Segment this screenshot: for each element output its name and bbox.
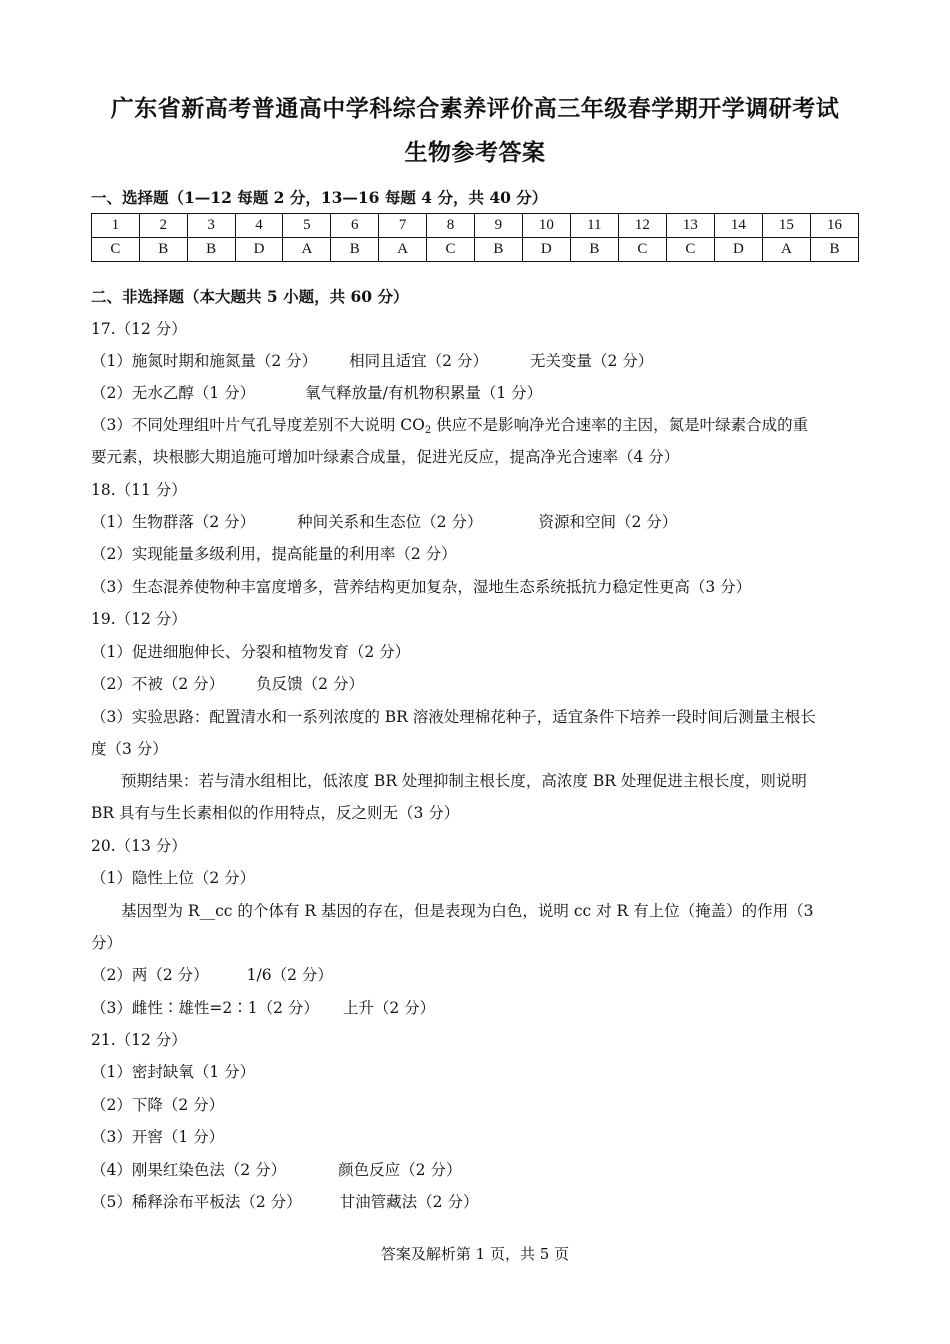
q17-part2 <box>91 381 542 403</box>
q-number: 2 <box>139 214 187 238</box>
q21-part2: （2）下降（2 分） <box>91 1096 225 1114</box>
question-number-row <box>92 214 859 238</box>
q-number: 13 <box>666 214 714 238</box>
q-answer: A <box>762 238 810 262</box>
choice-answer-table <box>91 213 859 262</box>
q21-part4 <box>91 1158 461 1180</box>
q20-part2 <box>91 963 333 985</box>
answer-text: （5）稀释涂布平板法（2 分） <box>91 1193 302 1211</box>
answer-text: 相同且适宜（2 分） <box>349 352 488 370</box>
q-number: 1 <box>92 214 140 238</box>
q-number: 6 <box>331 214 379 238</box>
q-number: 16 <box>810 214 858 238</box>
q21-header: 21.（12 分） <box>91 1031 187 1049</box>
section-one-heading: 一、选择题（1—12 每题 2 分，13—16 每题 4 分，共 40 分） <box>91 188 548 207</box>
q-answer: B <box>474 238 522 262</box>
q-number: 4 <box>235 214 283 238</box>
q19-part1: （1）促进细胞伸长、分裂和植物发育（2 分） <box>91 643 411 661</box>
q20-header: 20.（13 分） <box>91 837 187 855</box>
q17-part1 <box>91 349 653 371</box>
answer-text: （3）雌性∶雄性=2∶1（2 分） <box>91 999 319 1017</box>
answer-text: 甘油管藏法（2 分） <box>339 1193 479 1211</box>
q-number: 10 <box>522 214 570 238</box>
q-answer: B <box>810 238 858 262</box>
answer-text: 1/6（2 分） <box>246 966 333 984</box>
q18-header: 18.（11 分） <box>91 481 187 499</box>
q-answer: C <box>666 238 714 262</box>
section-two-heading: 二、非选择题（本大题共 5 小题，共 60 分） <box>91 287 409 306</box>
q-number: 3 <box>187 214 235 238</box>
q-answer: B <box>331 238 379 262</box>
q19-header: 19.（12 分） <box>91 610 187 628</box>
subject-title: 生物参考答案 <box>404 139 546 166</box>
q-answer: B <box>139 238 187 262</box>
q20-part3 <box>91 996 435 1018</box>
q-answer: C <box>618 238 666 262</box>
q17-header: 17.（12 分） <box>91 320 187 338</box>
answer-text: 负反馈（2 分） <box>256 675 364 693</box>
q-number: 15 <box>762 214 810 238</box>
answer-text: （3）不同处理组叶片气孔导度差别不大说明 <box>91 416 401 434</box>
q-answer: D <box>235 238 283 262</box>
q20-part1: （1）隐性上位（2 分） <box>91 869 256 887</box>
answer-text: 颜色反应（2 分） <box>338 1161 462 1179</box>
q19-part3-line1: （3）实验思路：配置清水和一系列浓度的 BR 溶液处理棉花种子，适宜条件下培养一段时间后测量主根长 <box>91 708 816 726</box>
q19-part3-line2: 度（3 分） <box>91 740 168 758</box>
q-number: 7 <box>379 214 427 238</box>
q-answer: A <box>283 238 331 262</box>
answer-text: （1）生物群落（2 分） <box>91 513 256 531</box>
q-answer: D <box>522 238 570 262</box>
q20-explain-line2: 分） <box>91 934 123 952</box>
q-answer: B <box>570 238 618 262</box>
q-number: 5 <box>283 214 331 238</box>
q-answer: D <box>714 238 762 262</box>
answer-text: （2）不被（2 分） <box>91 675 225 693</box>
q-answer: C <box>92 238 140 262</box>
answer-text: 种间关系和生态位（2 分） <box>297 513 483 531</box>
answer-text: （2）无水乙醇（1 分） <box>91 384 256 402</box>
q-number: 8 <box>427 214 475 238</box>
q17-part3-line1 <box>91 413 808 436</box>
q20-explain-line1: 基因型为 R__cc 的个体有 R 基因的存在，但是表现为白色，说明 cc 对 R 有上位（掩盖）的作用（3 <box>121 902 814 920</box>
answer-row <box>92 238 859 262</box>
q-answer: A <box>379 238 427 262</box>
q19-expected-line1: 预期结果：若与清水组相比，低浓度 BR 处理抑制主根长度，高浓度 BR 处理促进主根长度，则说明 <box>121 772 807 790</box>
q21-part3: （3）开窖（1 分） <box>91 1128 225 1146</box>
exam-title: 广东省新高考普通高中学科综合素养评价高三年级春学期开学调研考试 <box>110 95 840 122</box>
co2-formula: $CO_2$ <box>400 416 432 436</box>
answer-text: 资源和空间（2 分） <box>538 513 678 531</box>
q-number: 9 <box>474 214 522 238</box>
answer-text: 无关变量（2 分） <box>529 352 654 370</box>
q-number: 14 <box>714 214 762 238</box>
q21-part1: （1）密封缺氧（1 分） <box>91 1063 256 1081</box>
q18-part1 <box>91 510 677 532</box>
answer-text: （1）施氮时期和施氮量（2 分） <box>91 352 318 370</box>
q-answer: B <box>187 238 235 262</box>
page-footer: 答案及解析第 1 页，共 5 页 <box>380 1245 570 1263</box>
q-answer: C <box>427 238 475 262</box>
answer-text: 氧气释放量/有机物积累量（1 分） <box>305 384 543 402</box>
q21-part5 <box>91 1190 478 1212</box>
answer-text: （2）两（2 分） <box>91 966 209 984</box>
answer-text: 上升（2 分） <box>342 999 436 1017</box>
q19-expected-line2: BR 具有与生长素相似的作用特点，反之则无（3 分） <box>91 804 460 822</box>
q17-part3-line2: 要元素，块根膨大期追施可增加叶绿素合成量，促进光反应，提高净光合速率（4 分） <box>91 448 680 466</box>
q18-part2: （2）实现能量多级利用，提高能量的利用率（2 分） <box>91 545 457 563</box>
q18-part3: （3）生态混养使物种丰富度增多，营养结构更加复杂，湿地生态系统抵抗力稳定性更高（3 分） <box>91 578 752 596</box>
q-number: 12 <box>618 214 666 238</box>
q-number: 11 <box>570 214 618 238</box>
answer-text: 供应不是影响净光合速率的主因，氮是叶绿素合成的重 <box>431 416 809 434</box>
q19-part2 <box>91 672 364 694</box>
answer-text: （4）刚果红染色法（2 分） <box>91 1161 287 1179</box>
